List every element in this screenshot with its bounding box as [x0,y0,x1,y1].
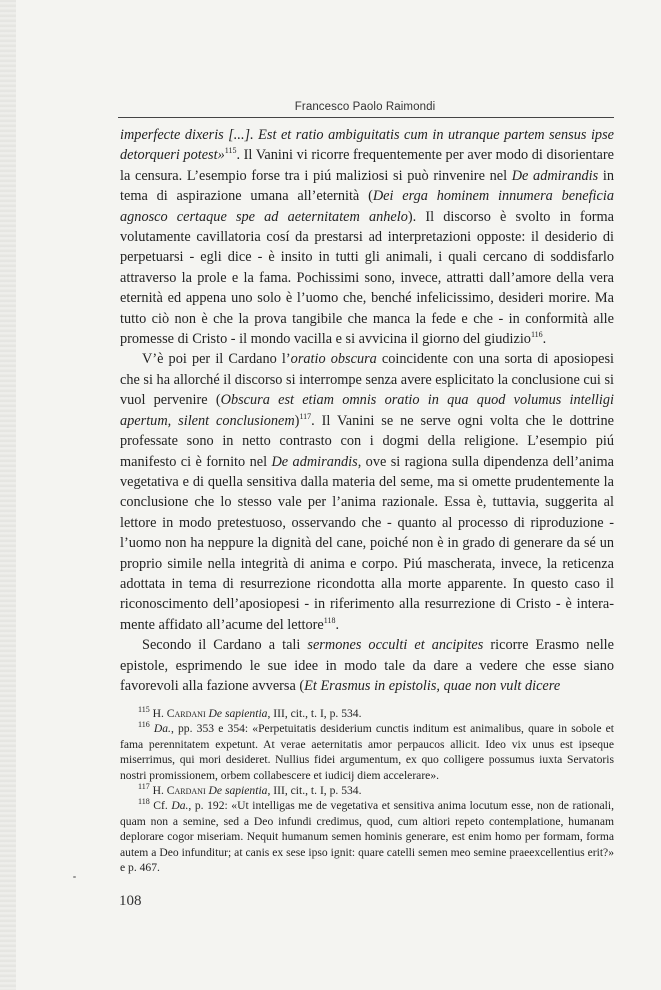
footnote-ref: 117 [138,782,150,792]
footnote-ref: 118 [138,797,150,807]
text-run: , III, cit., t. I, p. 534. [267,784,362,798]
text-run: Da. [171,799,189,813]
paragraph [120,125,614,349]
text-run: in tema di aspirazione umana all’eternità ( [120,167,614,205]
footnote-ref: 115 [224,146,237,156]
paragraph [120,349,614,635]
running-header: Francesco Paolo Raimondi [294,101,436,113]
footnote-ref: 118 [323,615,336,625]
text-run: , ove si ragiona sulla dipendenza dell’anima vegetativa e di quella sensitiva dalla materia del seme, ma si omette prudentemente la conclusione che lo stesso vale per l’anima razionale. Essa è, tuttavia, suggerita al lettore in modo pretestuoso, osservando che - quanto al processo di riproduzione - l’uomo non ha neppure la dignità del cane, poiché non è in grado di generare da sé un proprio simile nella integrità di anima e corpo. Piú mascherata, invece, la reticenza adottata in tema di resurrezione ricondotta alla morte apparente. In questo caso il riconoscimento dell’aposiopesi - in riferimento alla resurrezione di Cristo - è interamente affidato all’acume del lettore [120,453,614,633]
text-run: De sapientia [208,707,268,720]
scan-margin-shadow [0,0,16,990]
text-run: , pp. 353 e 354: «Perpetuitatis desiderium cunctis inditum est animalibus, quare in sobole et fama perennitatem expetunt. At verae aeternitatis amor perpaucos allicit. Ideo vix unus est ipseque miserrimus, qui mori desideret. Nullius fidei argumentum, ex quo colligere possumus iuxta Servatoris nostri promissionem, orbem collabescere et iudicij diem accelerare». [120,722,614,782]
footnotes [120,706,614,875]
text-run: . Il Vanini se ne serve ogni volta che le dottrine professate sono in netto contrasto con i dogmi della religione. L’esempio piú manifesto ci è fornito nel [120,412,614,470]
footnote [120,798,614,875]
text-run: H. [149,707,167,720]
footnote-ref: 115 [138,705,150,715]
footnote [120,783,614,798]
text-run: De admirandis [271,453,358,470]
text-run: sermones occulti et ancipites [307,637,484,654]
text-run: Da. [153,722,171,736]
text-run: V’è poi per il Cardano l’ [142,351,291,368]
text-run: , p. 192: «Ut intelligas me de vegetativa et sensitiva anima locutum esse, non de rationali, quam non a semine, sed a Deo infundi credimus, quod, cum altiori repeto contemplatione, humanam deplorare cogor miseriam. Nequit humanum semen hominis generare, est enim homo per formam, forma autem a Deo infunditur; at canis ex sese ipso ignit: quare catelli semen meo semine praeexcellentius erit?» e p. 467. [120,799,614,875]
footnote-ref: 116 [138,720,150,730]
text-run: imperfecte dixeris [...]. Est et ratio ambiguitatis cum in utranque partem sensus ipse detorqueri potest» [120,127,614,164]
text-run: , III, cit., t. I, p. 534. [267,707,362,720]
footnote-ref: 116 [530,330,543,340]
footnote [120,706,614,721]
header-rule [118,117,614,118]
text-run: Cardani [166,784,206,798]
text-run: ricorre Erasmo nelle epistole, esprimendo le sue idee in modo tale da dare a vedere che esse siano favorevoli alla fazione avversa ( [120,637,614,694]
text-run: Cf. [149,799,172,813]
text-run: oratio obscura [290,351,377,368]
text-run: Secondo il Cardano a tali [142,637,308,654]
text-run: . [542,331,547,348]
footnote [120,721,614,783]
text-run: De sapientia [208,784,268,798]
scan-speck [73,876,76,878]
text-run: Et Erasmus in epistolis, quae non vult dicere [304,677,561,694]
text-run: . [335,616,340,633]
text-run: ) [294,412,300,429]
footnote-ref: 117 [299,411,312,421]
text-run: coincidente con una sorta di aposiopesi che si ha allorché il discorso si interrompe senza avere esplicitato la conclusione cui si vuol pervenire ( [120,351,614,409]
text-run: Cardani [166,707,206,720]
text-run: Obscura est etiam omnis oratio in qua quod volumus intelligi apertum, silent conclusionem [120,392,614,429]
text-run: Dei erga hominem innumera beneficia agnosco certaque spe ad aeternitatem anhelo [120,188,614,225]
text-run: ). Il discorso è svolto in forma volutamente cavillatoria cosí da prestarsi ad interpretazioni opposte: il desiderio di perpetuarsi - egli dice - è insito in tutti gli animali, i quali cercano di soddisfarlo attraverso la prole e la fama. Pochissimi sono, invece, attratti dall’amore della vera eternità ed appena uno solo è l’uomo che, benché infelicissimo, desideri morire. Ma tutto ciò non è che la prova tangibile che manca la fede e che - in conformità alle promesse di Cristo - il mondo vacilla e si avvicina il giorno del giudizio [120,208,614,348]
text-run: H. [149,784,167,798]
paragraph [120,635,614,696]
main-text [120,125,614,696]
text-run: . Il Vanini vi ricorre frequentemente per aver modo di disorientare la censura. L’esempio forse tra i piú maliziosi si può rinvenire nel [120,147,614,184]
text-run: De admirandis [511,167,599,184]
page-number: 108 [119,893,142,909]
